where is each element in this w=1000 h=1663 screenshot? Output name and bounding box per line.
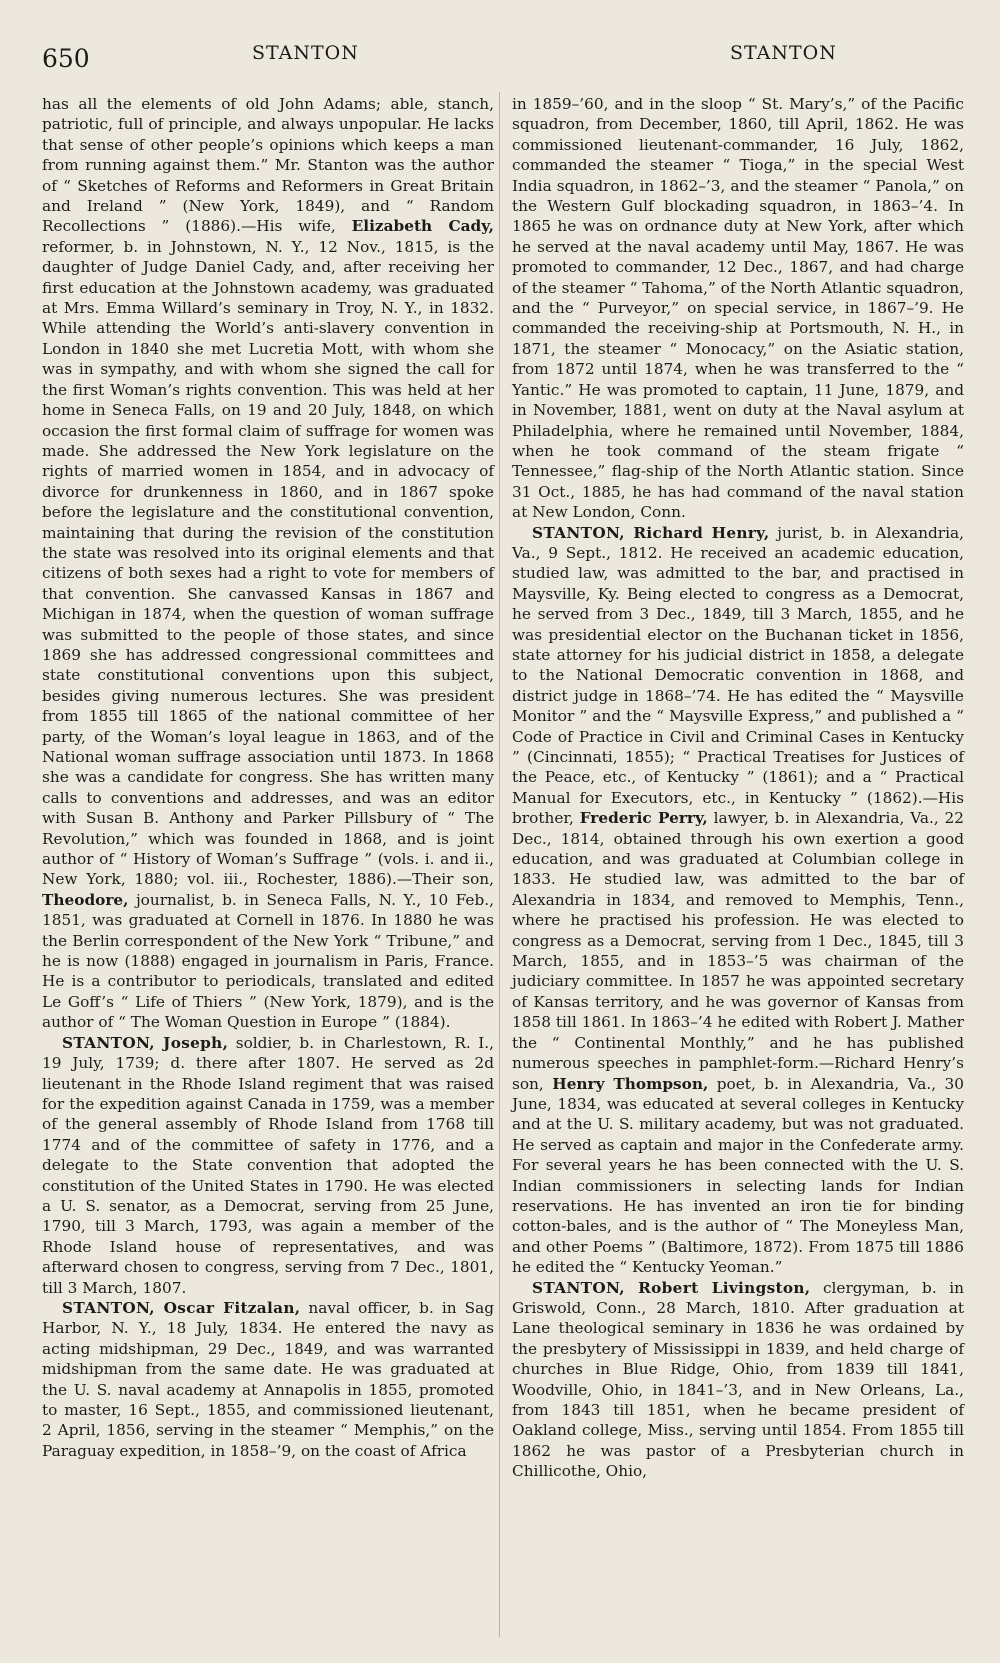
body-text: clergyman, b. in Griswold, Conn., 28 March, 1810. After graduation at Lane theological seminary in 1836 he was ordained by the presbytery of Mississippi in 1839, and held charge of churches in Blue Ridge, Ohio, from 1839 till 1841, Woodville, Ohio, in 1841–’3, and in New Orleans, La., from 1843 till 1851, when he became president of Oakland college, Miss., serving until 1854. From 1855 till 1862 he was pastor of a Presbyterian church in Chillicothe, Ohio, <box>512 1278 964 1481</box>
left-column <box>42 94 494 1461</box>
page-number: 650 <box>42 44 90 73</box>
subject-name: Elizabeth Cady, <box>351 217 494 236</box>
body-text: soldier, b. in Charlestown, R. I., 19 July, 1739; d. there after 1807. He served as 2d lieutenant in the Rhode Island regiment that was raised for the expedition against Canada in 1759, was a member of the general assembly of Rhode Island from 1768 till 1774 and of the committee of safety in 1776, and a delegate to the State convention that adopted the constitution of the United States in 1790. He was elected a U. S. senator, as a Democrat, serving from 25 June, 1790, till 3 March, 1793, was again a member of the Rhode Island house of representatives, and was afterward chosen to congress, serving from 7 Dec., 1801, till 3 March, 1807. <box>42 1033 494 1297</box>
body-text: jurist, b. in Alexandria, Va., 9 Sept., 1812. He received an academic education, studied law, was admitted to the bar, and practised in Maysville, Ky. Being elected to congress as a Democrat, he served from 3 Dec., 1849, till 3 March, 1855, and he was presidential elector on the Buchanan ticket in 1856, state attorney for his judicial district in 1858, a delegate to the National Democratic convention in 1868, and district judge in 1868–’74. He has edited the “ Maysville Monitor ” and the “ Maysville Express,” and published a “ Code of Practice in Civil and Criminal Cases in Kentucky ” (Cincinnati, 1855); “ Practical Treatises for Justices of the Peace, etc., of Kentucky ” (1861); and a “ Practical Manual for Executors, etc., in Kentucky ” (1862).—His brother, <box>512 523 964 828</box>
entry-headword: STANTON, Oscar Fitzalan, <box>62 1298 301 1317</box>
entry-stanton-richard-henry <box>512 523 964 1278</box>
subject-name: Henry Thompson, <box>552 1074 709 1093</box>
subject-name: Theodore, <box>42 890 129 909</box>
running-head-right: STANTON <box>730 42 837 64</box>
entry-continuation <box>512 94 964 523</box>
entry-continuation <box>42 94 494 1033</box>
entry-stanton-joseph <box>42 1033 494 1298</box>
subject-name: Frederic Perry, <box>579 809 708 828</box>
body-text: journalist, b. in Seneca Falls, N. Y., 10 Feb., 1851, was graduated at Cornell in 1876. In 1880 he was the Berlin correspondent of the New York “ Tribune,” and he is now (1888) engaged in journalism in Paris, France. He is a contributor to periodicals, translated and edited Le Goff’s “ Life of Thiers ” (New York, 1879), and is the author of “ The Woman Question in Europe ” (1884). <box>42 890 494 1032</box>
entry-stanton-robert-livingston <box>512 1278 964 1482</box>
body-text: naval officer, b. in Sag Harbor, N. Y., 18 July, 1834. He entered the navy as acting midshipman, 29 Dec., 1849, and was warranted midshipman from the same date. He was graduated at the U. S. naval academy at Annapolis in 1855, promoted to master, 16 Sept., 1855, and commissioned lieutenant, 2 April, 1856, serving in the steamer “ Memphis,” on the Paraguay expedition, in 1858–’9, on the coast of Africa <box>42 1298 495 1460</box>
entry-headword: STANTON, Joseph, <box>62 1033 229 1052</box>
column-divider <box>499 92 500 1637</box>
entry-headword: STANTON, Richard Henry, <box>532 523 770 542</box>
body-text: poet, b. in Alexandria, Va., 30 June, 1834, was educated at several colleges in Kentucky and at the U. S. military academy, but was not graduated. He served as captain and major in the Confederate army. For several years he has been connected with the U. S. Indian commissioners in selecting lands for Indian reservations. He has invented an iron tie for binding cotton-bales, and is the author of “ The Moneyless Man, and other Poems ” (Baltimore, 1872). From 1875 till 1886 he edited the “ Kentucky Yeoman.” <box>512 1074 965 1277</box>
body-text: in 1859–’60, and in the sloop “ St. Mary’s,” of the Pacific squadron, from December, 1860, till April, 1862. He was commissioned lieutenant-commander, 16 July, 1862, commanded the steamer “ Tioga,” in the special West India squadron, in 1862–’3, and the steamer “ Panola,” on the Western Gulf blockading squadron, in 1863–’4. In 1865 he was on ordnance duty at New York, after which he served at the naval academy until May, 1867. He was promoted to commander, 12 Dec., 1867, and had charge of the steamer “ Tahoma,” of the North Atlantic squadron, and the “ Purveyor,” on special service, in 1867–’9. He commanded the receiving-ship at Portsmouth, N. H., in 1871, the steamer “ Monocacy,” on the Asiatic station, from 1872 until 1874, when he was transferred to the “ Yantic.” He was promoted to captain, 11 June, 1879, and in November, 1881, went on duty at the Naval asylum at Philadelphia, where he remained until November, 1884, when he took command of the steam frigate “ Tennessee,” flag-ship of the North Atlantic station. Since 31 Oct., 1885, he has had command of the naval station at New London, Conn. <box>512 95 964 522</box>
right-column <box>512 94 964 1482</box>
entry-headword: STANTON, Robert Livingston, <box>532 1278 811 1297</box>
running-head-left: STANTON <box>252 42 359 64</box>
body-text: has all the elements of old John Adams; able, stanch, patriotic, full of principle, and always unpopular. He lacks that sense of other people’s opinions which keeps a man from running against them.” Mr. Stanton was the author of “ Sketches of Reforms and Reformers in Great Britain and Ireland ” (New York, 1849), and “ Random Recollections ” (1886).—His wife, <box>42 95 494 236</box>
body-text: lawyer, b. in Alexandria, Va., 22 Dec., 1814, obtained through his own exertion a good education, and was graduated at Columbian college in 1833. He studied law, was admitted to the bar of Alexandria in 1834, and removed to Memphis, Tenn., where he practised his profession. He was elected to congress as a Democrat, serving from 1 Dec., 1845, till 3 March, 1855, and in 1853–’5 was chairman of the judiciary committee. In 1857 he was appointed secretary of Kansas territory, and he was governor of Kansas from 1858 till 1861. In 1863–’4 he edited with Robert J. Mather the “ Continental Monthly,” and he has published numerous speeches in pamphlet-form.—Richard Henry’s son, <box>512 809 964 1093</box>
body-text: reformer, b. in Johnstown, N. Y., 12 Nov., 1815, is the daughter of Judge Daniel Cady, and, after receiving her first education at the Johnstown academy, was graduated at Mrs. Emma Willard’s seminary in Troy, N. Y., in 1832. While attending the World’s anti-slavery convention in London in 1840 she met Lucretia Mott, with whom she was in sympathy, and with whom she signed the call for the first Woman’s rights convention. This was held at her home in Seneca Falls, on 19 and 20 July, 1848, on which occasion the first formal claim of suffrage for women was made. She addressed the New York legislature on the rights of married women in 1854, and in advocacy of divorce for drunkenness in 1860, and in 1867 spoke before the legislature and the constitutional convention, maintaining that during the revision of the constitution the state was resolved into its original elements and that citizens of both sexes had a right to vote for members of that convention. She canvassed Kansas in 1867 and Michigan in 1874, when the question of woman suffrage was submitted to the people of those states, and since 1869 she has addressed congressional committees and state constitutional conventions upon this subject, besides giving numerous lectures. She was president from 1855 till 1865 of the national committee of her party, of the Woman’s loyal league in 1863, and of the National woman suffrage association until 1873. In 1868 she was a candidate for congress. She has written many calls to conventions and addresses, and was an editor with Susan B. Anthony and Parker Pillsbury of “ The Revolution,” which was founded in 1868, and is joint author of “ History of Woman’s Suffrage ” (vols. i. and ii., New York, 1880; vol. iii., Rochester, 1886).—Their son, <box>42 237 494 889</box>
entry-stanton-oscar-fitzalan <box>42 1298 494 1461</box>
page-header <box>40 38 960 78</box>
